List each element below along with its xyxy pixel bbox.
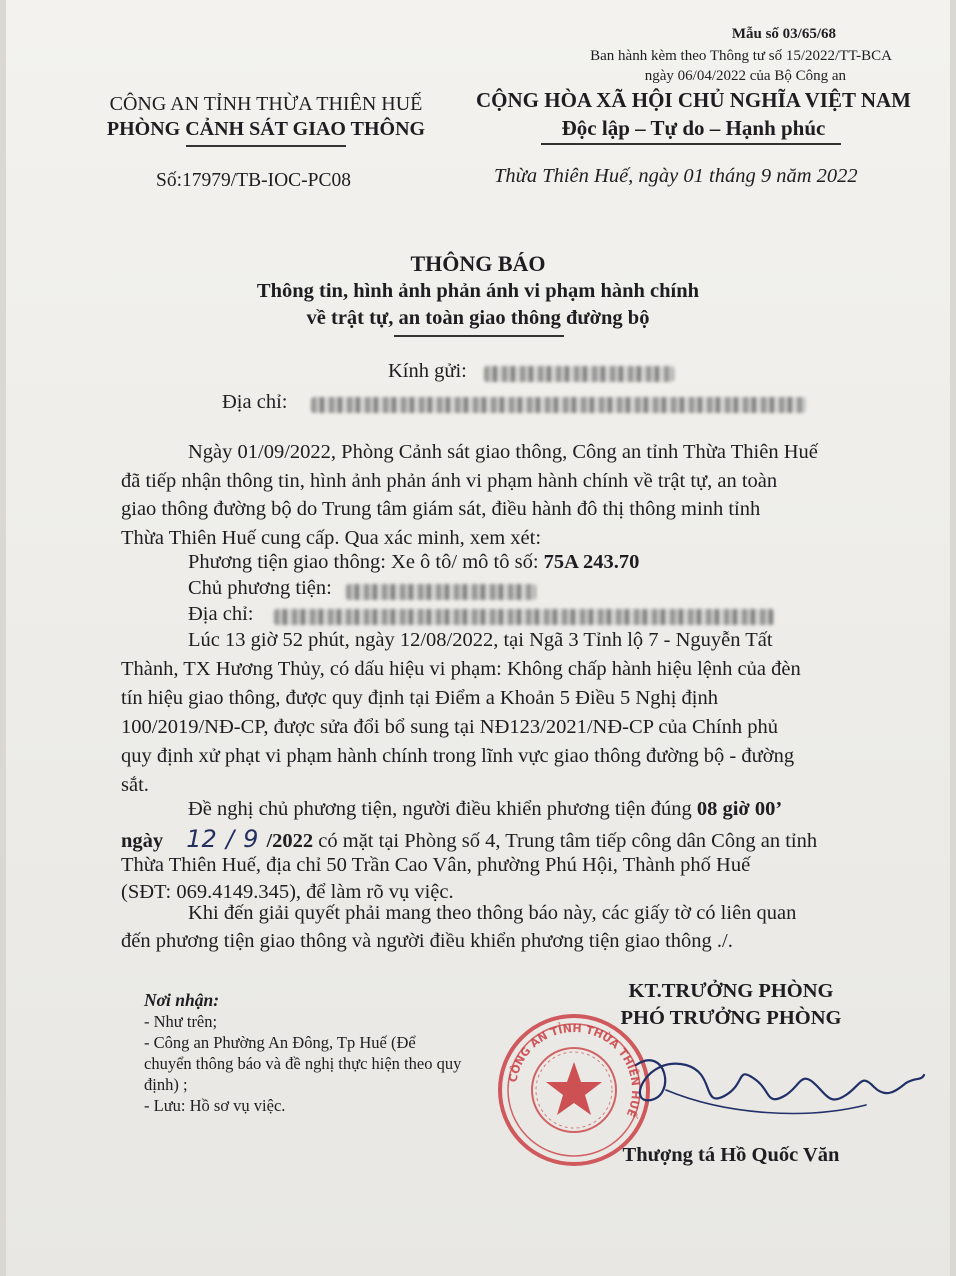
owner-address-label: Địa chỉ:: [188, 603, 254, 625]
handwritten-slash: /: [225, 825, 235, 853]
body-p1-line1: Ngày 01/09/2022, Phòng Cảnh sát giao thông, Công an tỉnh Thừa Thiên Huế: [188, 441, 818, 463]
body-p2-line4: 100/2019/NĐ-CP, được sửa đổi bổ sung tại NĐ123/2021/NĐ-CP của Chính phủ: [121, 716, 778, 738]
body-p3-text: Đề nghị chủ phương tiện, người điều khiển phương tiện đúng: [188, 798, 697, 820]
subtitle-underline: [394, 335, 564, 337]
body-p3-line1: [188, 798, 782, 821]
vehicle-label: Phương tiện giao thông: Xe ô tô/ mô tô số:: [188, 551, 544, 573]
redacted-owner-address: [274, 609, 774, 625]
document-number: Số:17979/TB-IOC-PC08: [156, 170, 352, 191]
addressee-label: Kính gửi:: [388, 360, 467, 382]
handwritten-day: 12: [186, 825, 217, 853]
body-p4-line2: đến phương tiện giao thông và người điều khiển phương tiện giao thông ./.: [121, 930, 733, 952]
motto-underline: [541, 143, 841, 145]
seal-text: CÔNG AN TỈNH THỪA THIÊN HUẾ: [506, 1021, 643, 1119]
appointment-time: 08 giờ 00’: [696, 798, 783, 820]
national-motto: Độc lập – Tự do – Hạnh phúc: [561, 116, 826, 140]
redacted-addressee: [484, 366, 674, 382]
body-p2-line6: sắt.: [121, 774, 149, 796]
agency-parent: CÔNG AN TỈNH THỪA THIÊN HUẾ: [109, 93, 423, 115]
signature-title-line2: PHÓ TRƯỞNG PHÒNG: [620, 1007, 842, 1029]
signature-title-line1: KT.TRƯỞNG PHÒNG: [628, 980, 834, 1002]
body-p3-line2-rest: có mặt tại Phòng số 4, Trung tâm tiếp công dân Công an tỉnh: [313, 830, 818, 852]
appointment-day-label: ngày: [121, 830, 164, 852]
body-p1-line3: giao thông đường bộ do Trung tâm giám sát, điều hành đô thị thông minh tỉnh: [121, 498, 761, 520]
body-p2-line5: quy định xử phạt vi phạm hành chính trong lĩnh vực giao thông đường bộ - đường: [121, 745, 795, 767]
country-name: CỘNG HÒA XÃ HỘI CHỦ NGHĨA VIỆT NAM: [475, 88, 912, 112]
handwritten-signature: [606, 1025, 936, 1135]
body-p3-line3: Thừa Thiên Huế, địa chỉ 50 Trần Cao Vân, phường Phú Hội, Thành phố Huế: [121, 854, 751, 876]
document-title: THÔNG BÁO: [410, 251, 546, 276]
recipients-line4: định) ;: [144, 1075, 188, 1094]
body-p3-line2: [121, 825, 817, 853]
body-p2-line1: Lúc 13 giờ 52 phút, ngày 12/08/2022, tại Ngã 3 Tỉnh lộ 7 - Nguyễn Tất: [188, 629, 773, 651]
agency-underline: [186, 145, 346, 147]
body-p4-line1: Khi đến giải quyết phải mang theo thông báo này, các giấy tờ có liên quan: [188, 902, 797, 924]
document-subtitle-line1: Thông tin, hình ảnh phản ánh vi phạm hành chính: [256, 280, 700, 302]
recipients-title: Nơi nhận:: [144, 990, 220, 1010]
owner-label: Chủ phương tiện:: [188, 577, 332, 599]
form-number: Mẫu số 03/65/68: [731, 26, 836, 42]
redacted-address: [311, 397, 806, 413]
redacted-owner: [346, 584, 536, 600]
body-p3-line4: (SĐT: 069.4149.345), để làm rõ vụ việc.: [121, 881, 454, 903]
document-subtitle-line2: về trật tự, an toàn giao thông đường bộ: [306, 307, 650, 329]
signer-name: Thượng tá Hồ Quốc Văn: [622, 1144, 840, 1166]
recipients-line3: chuyển thông báo và đề nghị thực hiện theo quy: [144, 1054, 462, 1073]
recipients-line5: - Lưu: Hồ sơ vụ việc.: [144, 1096, 286, 1115]
body-p2-line3: tín hiệu giao thông, được quy định tại Điểm a Khoản 5 Điều 5 Nghị định: [121, 687, 719, 709]
document-page: [6, 0, 950, 1276]
place-date: Thừa Thiên Huế, ngày 01 tháng 9 năm 2022: [494, 165, 858, 187]
license-plate: 75A 243.70: [543, 551, 640, 573]
body-p1-line2: đã tiếp nhận thông tin, hình ảnh phản ánh vi phạm hành chính về trật tự, an toàn: [121, 470, 778, 492]
recipients-line1: - Như trên;: [144, 1012, 218, 1031]
agency-name: PHÒNG CẢNH SÁT GIAO THÔNG: [106, 118, 426, 140]
vehicle-line: [188, 551, 639, 574]
address-label: Địa chỉ:: [222, 391, 288, 413]
appointment-year: /2022: [266, 830, 314, 852]
form-issued-line2: ngày 06/04/2022 của Bộ Công an: [644, 68, 846, 84]
handwritten-month: 9: [243, 825, 259, 853]
body-p1-line4: Thừa Thiên Huế cung cấp. Qua xác minh, xem xét:: [121, 527, 542, 549]
form-issued-line1: Ban hành kèm theo Thông tư số 15/2022/TT-BCA: [590, 48, 892, 64]
body-p2-line2: Thành, TX Hương Thủy, có dấu hiệu vi phạm: Không chấp hành hiệu lệnh của đèn: [121, 658, 801, 680]
recipients-line2: - Công an Phường An Đông, Tp Huế (Để: [144, 1033, 416, 1052]
